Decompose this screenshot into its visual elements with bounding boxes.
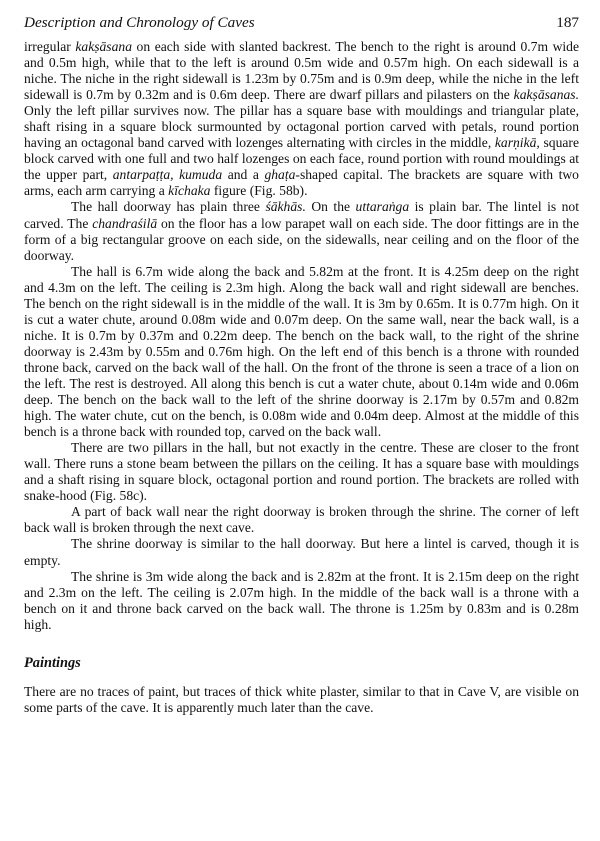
- text-run: square block carved with one full and two half lozenges on each face, round portion with round mouldings at the upper part,: [24, 135, 579, 183]
- italic-term: ghaṭa: [264, 167, 296, 183]
- running-head-title: Description and Chronology of Caves: [24, 14, 255, 31]
- body-text: [24, 39, 579, 633]
- text-run: on each side with slanted backrest. The bench to the right is around 0.7m wide and 0.5m high, while that to the left is around 0.5m wide and 0.57m high. On each sidewall is a niche. The niche in the right sidewall is 1.23m by 0.75m and is 0.9m deep, while the niche in the left sidewall is 0.7m by 0.32m and is 0.6m deep. There are dwarf pillars and pilasters on the: [24, 39, 580, 103]
- italic-term: antarpaṭṭa, kumuda: [112, 167, 223, 183]
- text-run: Only the left pillar survives now. The pillar has a square base with mouldings and triangular plate, shaft rising in a square block surmounted by octagonal portion carved with petals, round portion having an octagonal band carved with lozenges alternating with circles in the middle,: [24, 103, 579, 151]
- text-run: There are two pillars in the hall, but not exactly in the centre. These are closer to the front wall. There runs a stone beam between the pillars on the ceiling. It has a square base with mouldings and a shaft rising in square block, octagonal portion and round portion. The brackets are rolled with snake-hood (Fig. 58c).: [24, 440, 579, 504]
- paragraph-shrine-doorway: [24, 536, 579, 568]
- italic-term: kakṣāsanas.: [513, 87, 579, 103]
- paragraph-hall-dimensions: [24, 264, 579, 441]
- paragraph-back-wall: [24, 504, 579, 536]
- page-number: 187: [556, 14, 579, 31]
- text-run: -shaped capital. The brackets are square with two arms, each arm carrying a: [24, 167, 579, 199]
- italic-term: kakṣāsana: [75, 39, 132, 54]
- italic-term: śākhās.: [265, 199, 306, 215]
- text-run: The hall is 6.7m wide along the back and 5.82m at the front. It is 4.25m deep on the right and 4.3m on the left. The ceiling is 2.3m high. Along the back wall and right sidewall are benches. The bench on the right sidewall is in the middle of the wall. It is 3m by 0.65m. It is 0.77m high. On it is cut a water chute, around 0.08m wide and 0.07m deep. On the same wall, near the back wall, is a niche. It is 0.7m by 0.37m and 0.22m deep. The bench on the back wall, to the right of the shrine doorway is 2.43m by 0.55m and 0.76m high. On the left end of this bench is a throne with rounded throne back, carved on the back wall of the hall. On the front of the throne is seen a trace of a lion on the left. The rest is destroyed. All along this bench is cut a water chute, about 0.14m wide and 0.06m deep. The bench on the back wall to the left of the shrine doorway is 2.17m by 0.57m and 0.82m high. The water chute, cut on the bench, is 0.08m wide and 0.04m deep. Almost at the middle of this bench is a throne back with rounded top, carved on the back wall.: [24, 263, 579, 440]
- section-heading: Paintings: [24, 654, 81, 671]
- paragraph-shrine-dimensions: [24, 569, 579, 633]
- text-run: A part of back wall near the right doorway is broken through the shrine. The corner of left back wall is broken through the next cave.: [24, 504, 579, 536]
- text-run: and a: [222, 167, 265, 183]
- paragraph-pillar: [24, 39, 579, 199]
- paragraph-paintings: There are no traces of paint, but traces of thick white plaster, similar to that in Cave V, are visible on some parts of the cave. It is apparently much later than the cave.: [24, 683, 579, 715]
- text-run: The shrine doorway is similar to the hall doorway. But here a lintel is carved, though it is empty.: [24, 536, 579, 568]
- italic-term: chandraśilā: [92, 215, 158, 231]
- text-run: The hall doorway has plain three: [71, 199, 266, 215]
- text-run: The shrine is 3m wide along the back and is 2.82m at the front. It is 2.15m deep on the right and 2.3m on the left. The ceiling is 2.07m high. In the middle of the back wall is a throne with a bench on it and throne back carved on the back wall. The throne is 1.25m by 0.83m and is 0.28m high.: [24, 568, 579, 632]
- text-run: is plain bar. The lintel is not carved. The: [24, 199, 580, 231]
- text-run: On the: [305, 199, 356, 215]
- italic-term: karṇikā,: [494, 135, 540, 151]
- text-run: irregular: [24, 39, 76, 54]
- text-run: figure (Fig. 58b).: [210, 183, 308, 199]
- running-head: [24, 14, 579, 38]
- italic-term: uttaraṅga: [355, 199, 410, 215]
- paragraph-hall-doorway: [24, 199, 579, 263]
- paragraph-hall-pillars: [24, 440, 579, 504]
- text-run: on the floor has a low parapet wall on each side. The door fittings are in the form of a big rectangular groove on each side, on the sidewalls, near ceiling and on the floor of the doorway.: [24, 215, 579, 263]
- italic-term: kīchaka: [168, 183, 211, 199]
